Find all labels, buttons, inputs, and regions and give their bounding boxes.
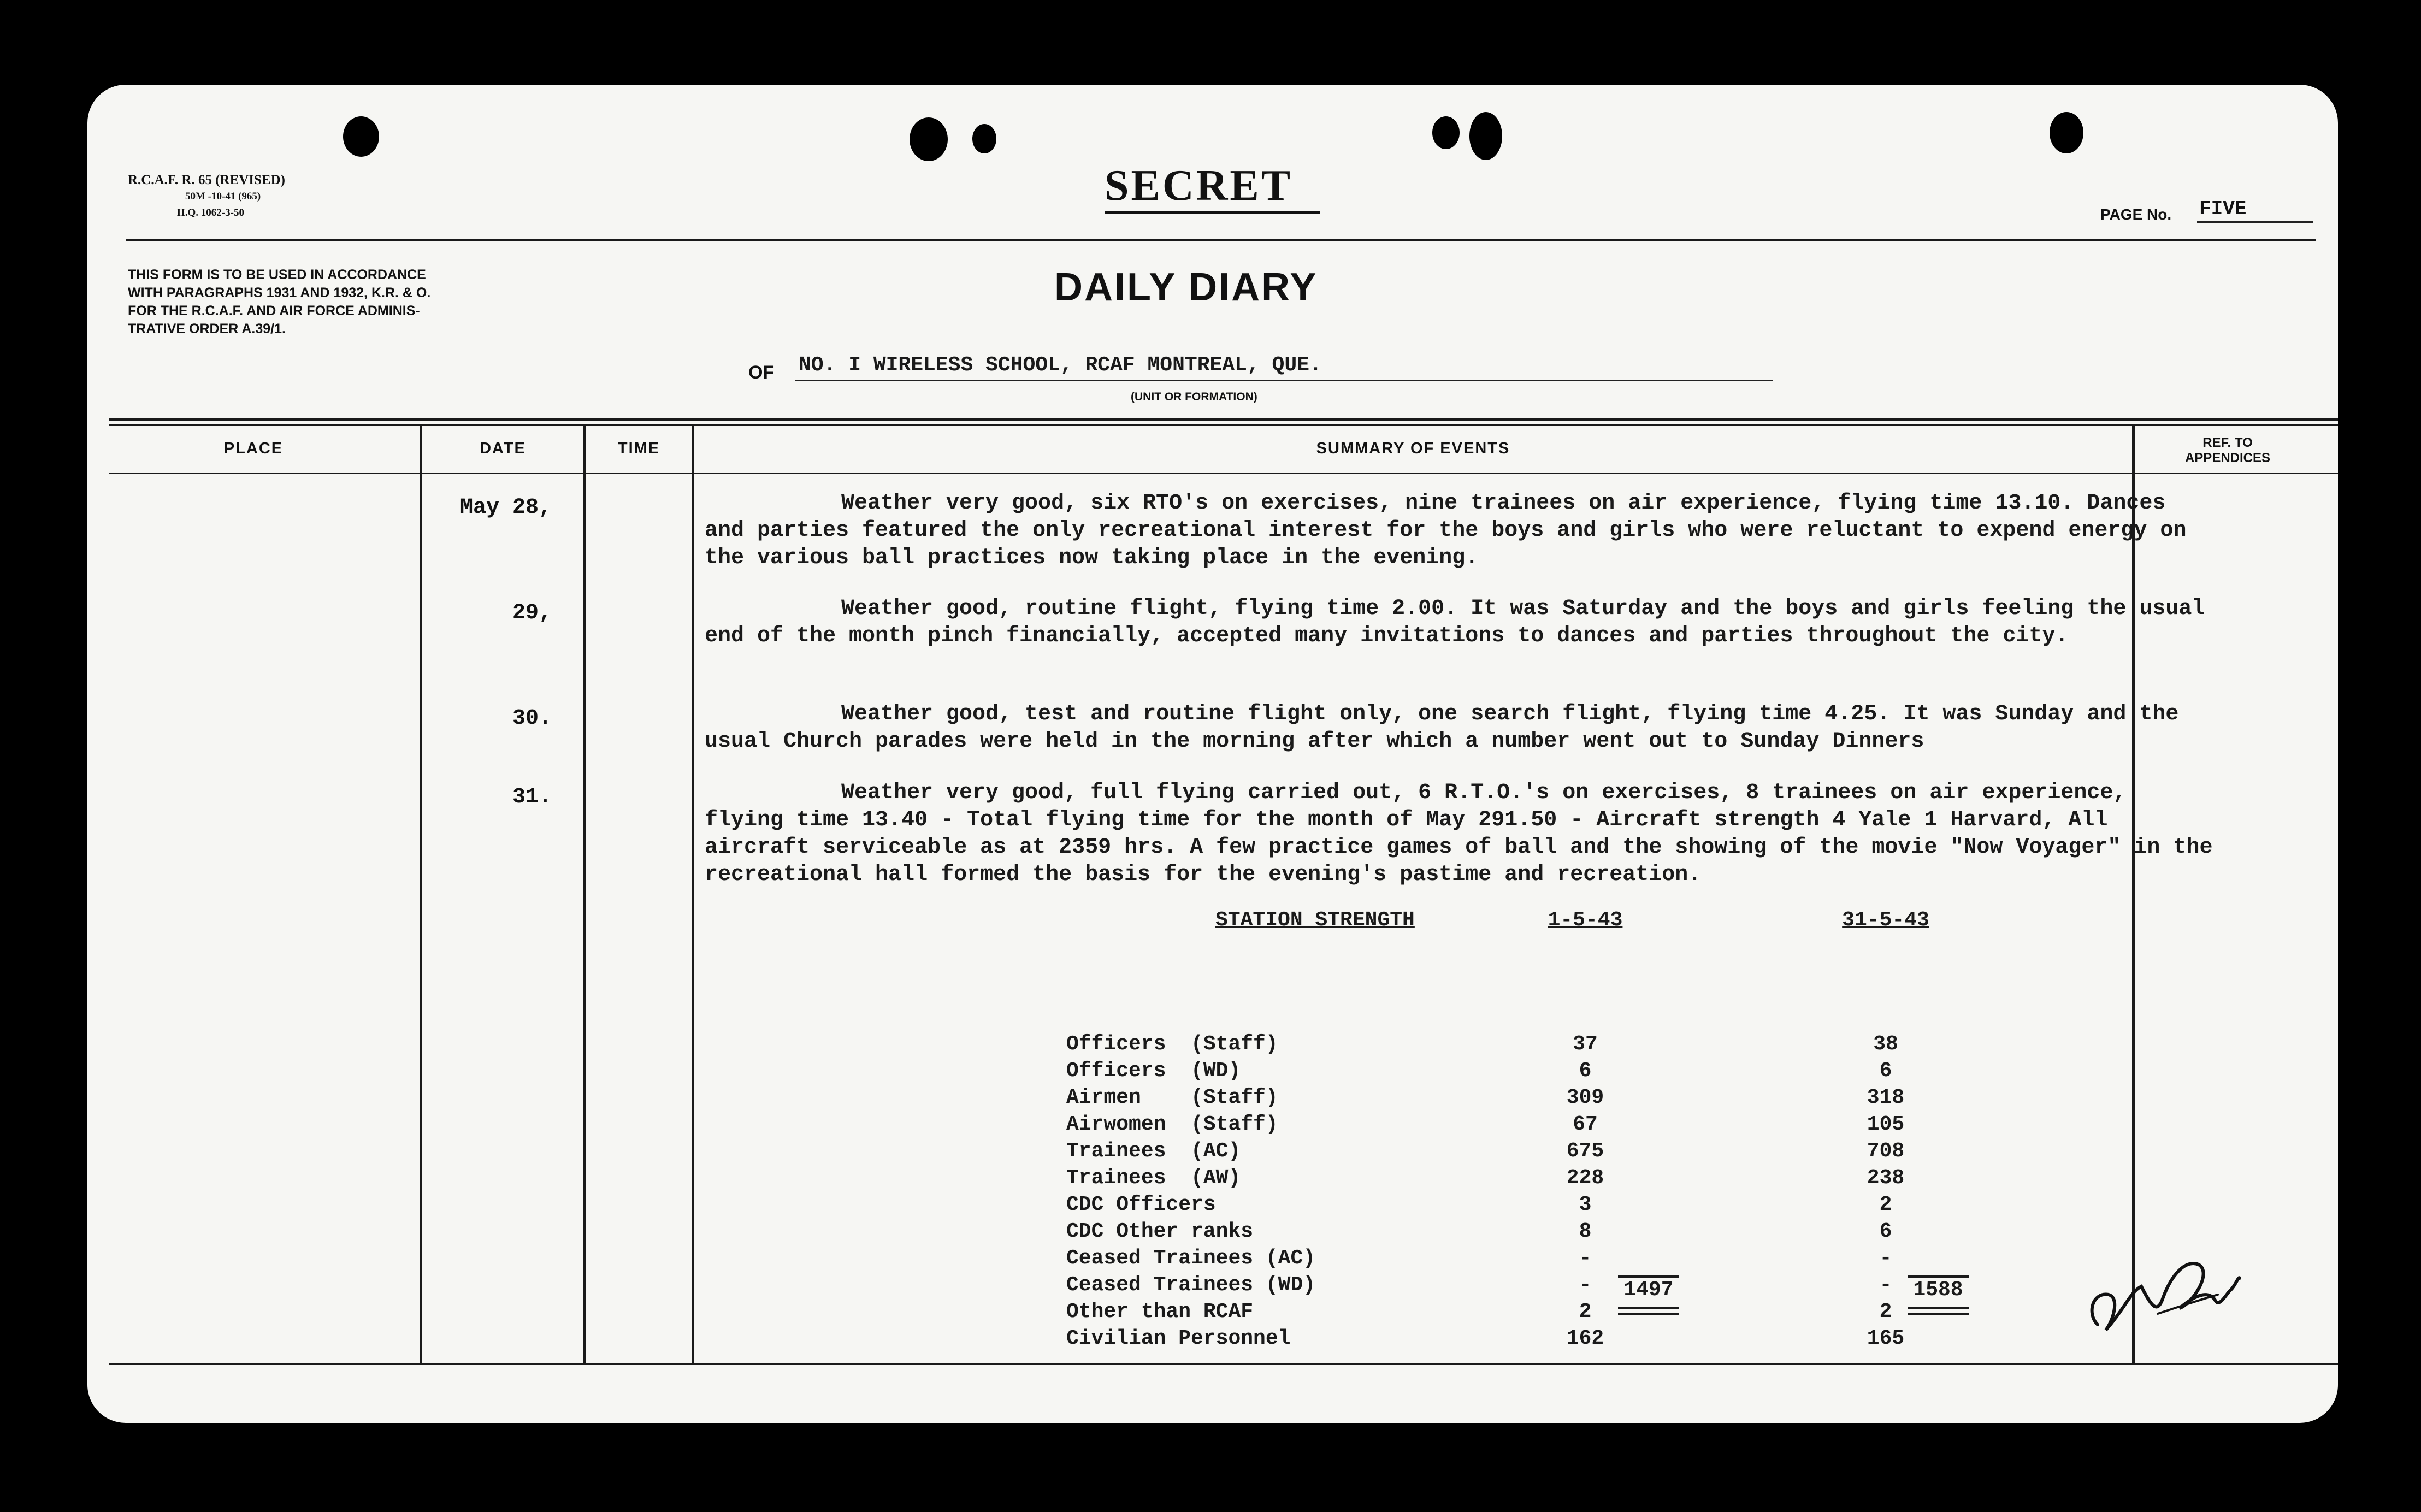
- strength-value-start: 37: [1573, 1032, 1598, 1056]
- strength-value-start: 67: [1573, 1113, 1598, 1136]
- station-strength-row: [1066, 1327, 2213, 1354]
- column-header-ref: [2135, 435, 2320, 466]
- strength-value-end: 38: [1873, 1032, 1898, 1056]
- entry-text: Weather good, routine flight, flying time 2.00. It was Saturday and the boys and girls feeling the usual end of the month pinch financially, accepted many invitations to dances and parties throughout the city.: [705, 596, 2205, 648]
- strength-category: Airwomen (Staff): [1066, 1113, 1278, 1136]
- print-code: 50M -10-41 (965): [185, 191, 261, 202]
- column-header-date: DATE: [480, 440, 526, 457]
- strength-value-start: 8: [1579, 1220, 1592, 1243]
- total-double-rule-a: [1618, 1313, 1679, 1315]
- strength-value-end: 105: [1867, 1113, 1905, 1136]
- strength-value-end: 6: [1879, 1059, 1892, 1083]
- strength-value-start: 3: [1579, 1193, 1592, 1216]
- strength-value-end: 2: [1879, 1193, 1892, 1216]
- classification-stamp: SECRET: [1105, 162, 1293, 210]
- page-number-line: [2197, 221, 2313, 223]
- station-strength-row: [1066, 1059, 2213, 1086]
- station-strength-row: [1066, 1113, 2213, 1139]
- entry-date: 30.: [512, 706, 552, 731]
- signature-image: [2076, 1226, 2251, 1352]
- punch-hole: [2050, 112, 2083, 153]
- punch-hole: [1469, 112, 1502, 160]
- strength-value-start: -: [1579, 1273, 1592, 1297]
- punch-hole: [972, 124, 996, 153]
- strength-category: Airmen (Staff): [1066, 1086, 1278, 1109]
- table-top-rule: [109, 418, 2338, 421]
- unit-caption: (UNIT OR FORMATION): [1131, 391, 1257, 403]
- strength-category: Trainees (AW): [1066, 1166, 1241, 1190]
- diary-card: [87, 85, 2338, 1423]
- column-header-summary: SUMMARY OF EVENTS: [1316, 440, 1510, 457]
- strength-category: Ceased Trainees (WD): [1066, 1273, 1316, 1297]
- ref-line: REF. TO: [2202, 435, 2253, 450]
- column-header-place: PLACE: [223, 440, 284, 457]
- entry-summary: [705, 595, 2218, 650]
- total-double-rule-a: [1618, 1307, 1679, 1309]
- entry-summary: [705, 701, 2218, 755]
- strength-value-end: -: [1879, 1247, 1892, 1270]
- instructions-line: TRATIVE ORDER A.39/1.: [128, 321, 286, 336]
- strength-value-end: 318: [1867, 1086, 1905, 1109]
- station-strength-row: [1066, 1220, 2213, 1247]
- column-divider: [583, 424, 586, 1363]
- instructions-line: THIS FORM IS TO BE USED IN ACCORDANCE: [128, 267, 426, 282]
- station-strength-heading: STATION STRENGTH: [1215, 908, 1415, 932]
- total-double-rule-b: [1908, 1313, 1969, 1315]
- station-strength-col-a: 1-5-43: [1548, 908, 1623, 932]
- ref-line: APPENDICES: [2184, 451, 2271, 465]
- column-divider: [420, 424, 422, 1363]
- strength-value-end: 238: [1867, 1166, 1905, 1190]
- strength-value-end: 708: [1867, 1139, 1905, 1163]
- strength-category: Officers (WD): [1066, 1059, 1241, 1083]
- hq-reference: H.Q. 1062-3-50: [177, 207, 244, 218]
- entry-date: May 28,: [459, 495, 552, 520]
- station-strength-row: [1066, 1247, 2213, 1273]
- header-rule: [126, 239, 2316, 241]
- entry-summary: [705, 490, 2218, 572]
- strength-category: CDC Other ranks: [1066, 1220, 1254, 1243]
- strength-value-start: -: [1579, 1247, 1592, 1270]
- strength-value-end: -: [1879, 1273, 1892, 1297]
- entry-text: Weather very good, full flying carried out, 6 R.T.O.'s on exercises, 8 trainees on air experience, flying time 13.40 - Total flying time for the month of May 291.50 - Aircraft strength 4 Yale 1 Harvard, All aircraft serviceable as at 2359 hrs. A few practice games of ball and the showing of the movie "Now Voyager" in the recreational hall formed the basis for the evening's pastime and recreation.: [705, 781, 2213, 887]
- form-number: R.C.A.F. R. 65 (REVISED): [128, 173, 285, 187]
- station-strength-row: [1066, 1193, 2213, 1220]
- entry-summary: [705, 779, 2218, 889]
- column-divider: [692, 424, 694, 1363]
- entry-text: Weather very good, six RTO's on exercises, nine trainees on air experience, flying time 13.10. Dances and parties featured the only recreational interest for the boys and girls who were reluctant to expend energy on the various ball practices now taking place in the evening.: [705, 491, 2187, 570]
- form-title: DAILY DIARY: [1054, 265, 1318, 309]
- instructions-line: FOR THE R.C.A.F. AND AIR FORCE ADMINIS-: [128, 303, 420, 318]
- entry-text: Weather good, test and routine flight only, one search flight, flying time 4.25. It was Sunday and the usual Church parades were held in the morning after which a number went out to Sunday Dinners: [705, 702, 2179, 754]
- strength-category: Other than RCAF: [1066, 1300, 1254, 1324]
- station-strength-row: [1066, 1166, 2213, 1193]
- strength-value-end: 2: [1879, 1300, 1892, 1324]
- punch-hole: [910, 117, 948, 161]
- form-instructions: [128, 266, 430, 338]
- strength-value-start: 228: [1566, 1166, 1604, 1190]
- station-strength-row: [1066, 1139, 2213, 1166]
- strength-value-end: 165: [1867, 1327, 1905, 1350]
- form-identification: [128, 172, 285, 221]
- strength-value-start: 309: [1566, 1086, 1604, 1109]
- classification-underline: [1105, 211, 1320, 214]
- page-number: FIVE: [2199, 198, 2247, 220]
- column-header-rule: [109, 472, 2338, 474]
- strength-category: CDC Officers: [1066, 1193, 1216, 1216]
- total-rule-a: [1618, 1275, 1679, 1278]
- column-header-time: TIME: [617, 440, 660, 457]
- entry-date: 29,: [512, 601, 552, 625]
- strength-category: Trainees (AC): [1066, 1139, 1241, 1163]
- table-bottom-rule: [109, 1363, 2338, 1365]
- strength-value-end: 6: [1879, 1220, 1892, 1243]
- table-top-rule-thin: [109, 424, 2338, 426]
- instructions-line: WITH PARAGRAPHS 1931 AND 1932, K.R. & O.: [128, 285, 431, 300]
- strength-value-start: 675: [1566, 1139, 1604, 1163]
- page-label: PAGE No.: [2100, 206, 2172, 223]
- punch-hole: [1432, 116, 1460, 149]
- station-strength-col-b: 31-5-43: [1842, 908, 1929, 932]
- strength-value-start: 6: [1579, 1059, 1592, 1083]
- entry-date: 31.: [512, 785, 552, 810]
- strength-value-start: 2: [1579, 1300, 1592, 1324]
- total-double-rule-b: [1908, 1307, 1969, 1309]
- station-strength-total-b: 1588: [1913, 1278, 1963, 1302]
- strength-category: Officers (Staff): [1066, 1032, 1278, 1056]
- unit-name: NO. I WIRELESS SCHOOL, RCAF MONTREAL, QUE.: [799, 353, 1322, 377]
- station-strength-total-a: 1497: [1623, 1278, 1674, 1302]
- unit-line: [795, 380, 1773, 381]
- punch-hole: [343, 116, 379, 157]
- strength-category: Ceased Trainees (AC): [1066, 1247, 1316, 1270]
- strength-value-start: 162: [1566, 1327, 1604, 1350]
- total-rule-b: [1908, 1275, 1969, 1278]
- station-strength-row: [1066, 1032, 2213, 1059]
- of-label: OF: [748, 362, 775, 383]
- station-strength-row: [1066, 1086, 2213, 1113]
- strength-category: Civilian Personnel: [1066, 1327, 1291, 1350]
